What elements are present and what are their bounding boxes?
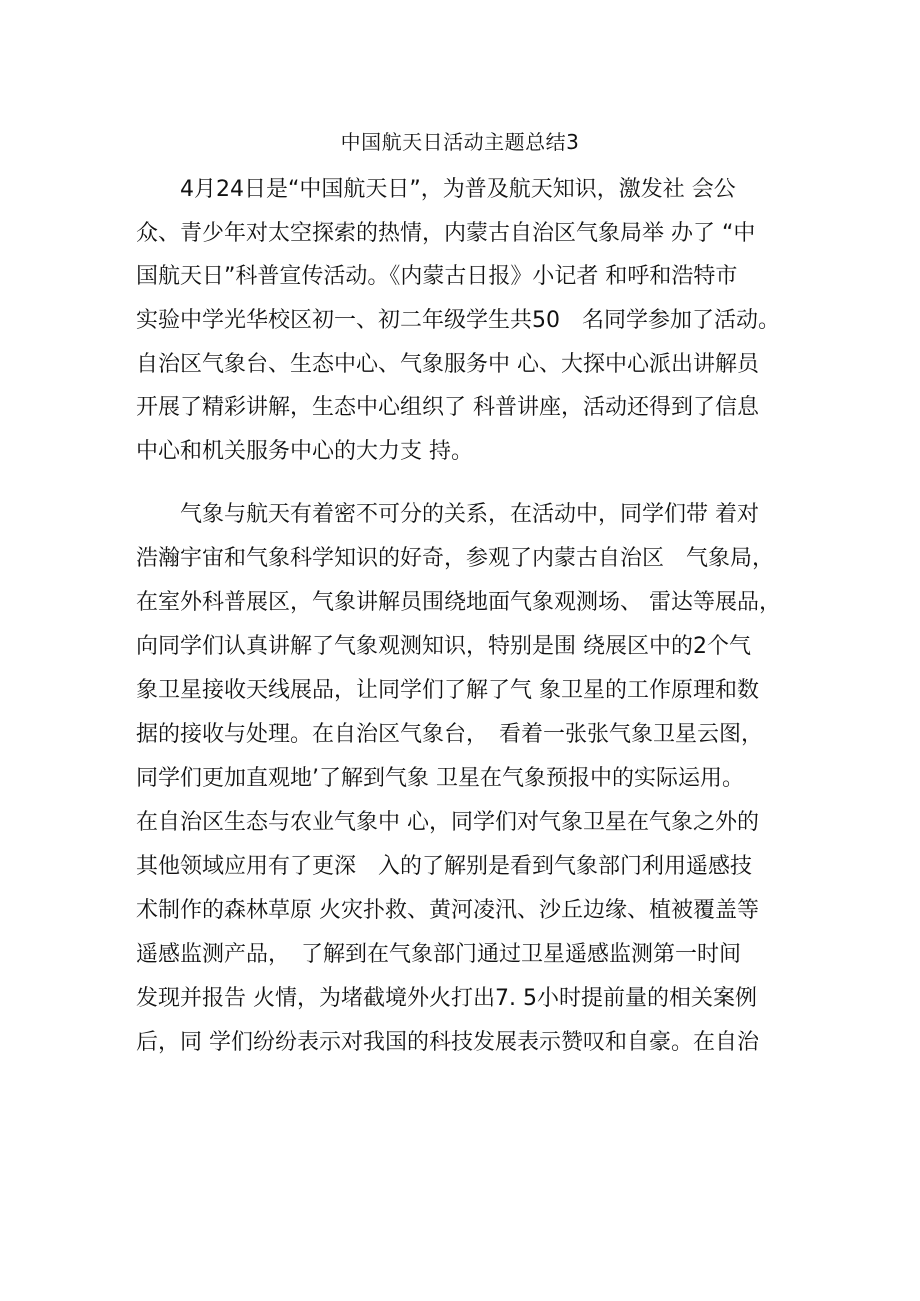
paragraph-2-line-9: 其他领域应用有了更深 入的了解别是看到气象部门利用遥感技 (136, 854, 753, 879)
document-title: 中国航天日活动主题总结3 (340, 130, 580, 154)
paragraph-2-line-2: 浩瀚宇宙和气象科学知识的好奇，参观了内蒙古自治区 气象局， (136, 546, 775, 571)
paragraph-1-line-1: 4月24日是“中国航天日”，为普及航天知识，激发社 会公 (136, 177, 736, 202)
paragraph-1-line-5: 自治区气象台、生态中心、气象服务中 心、大探中心派出讲解员 (136, 352, 759, 377)
paragraph-2-line-1: 气象与航天有着密不可分的关系，在活动中，同学们带 着对 (136, 502, 759, 527)
paragraph-1-line-7: 中心和机关服务中心的大力支 持。 (136, 439, 473, 464)
paragraph-1-line-6: 开展了精彩讲解，生态中心组织了 科普讲座，活动还得到了信息 (136, 395, 759, 420)
paragraph-2-line-5: 象卫星接收天线展品，让同学们了解了气 象卫星的工作原理和数 (136, 678, 759, 703)
paragraph-2-line-6: 据的接收与处理。在自治区气象台， 看着一张张气象卫星云图， (136, 722, 764, 747)
paragraph-2-line-3: 在室外科普展区，气象讲解员围绕地面气象观测场、 雷达等展品， (136, 590, 781, 615)
paragraph-1-line-2: 众、青少年对太空探索的热情，内蒙古自治区气象局举 办了 “中 (136, 221, 756, 246)
paragraph-1-line-3: 国航天日”科普宣传活动。《内蒙古日报》小记者 和呼和浩特市 (136, 264, 738, 289)
paragraph-2-line-10: 术制作的森林草原 火灾扑救、黄河凌汛、沙丘边缘、植被覆盖等 (136, 898, 759, 923)
paragraph-2-line-4: 向同学们认真讲解了气象观测知识，特别是围 绕展区中的2个气 (136, 634, 751, 659)
paragraph-1-line-4: 实验中学光华校区初一、初二年级学生共50 名同学参加了活动。 (136, 308, 780, 333)
paragraph-2-line-8: 在自治区生态与农业气象中 心，同学们对气象卫星在气象之外的 (136, 810, 759, 835)
paragraph-2-line-7: 同学们更加直观地’了解到气象 卫星在气象预报中的实际运用。 (136, 766, 744, 791)
paragraph-2-line-12: 发现并报告 火情，为堵截境外火打出7. 5小时提前量的相关案例 (136, 986, 757, 1011)
paragraph-2-line-11: 遥感监测产品， 了解到在气象部门通过卫星遥感监测第一时间 (136, 942, 742, 967)
paragraph-2-line-13: 后，同 学们纷纷表示对我国的科技发展表示赞叹和自豪。在自治 (136, 1030, 759, 1055)
